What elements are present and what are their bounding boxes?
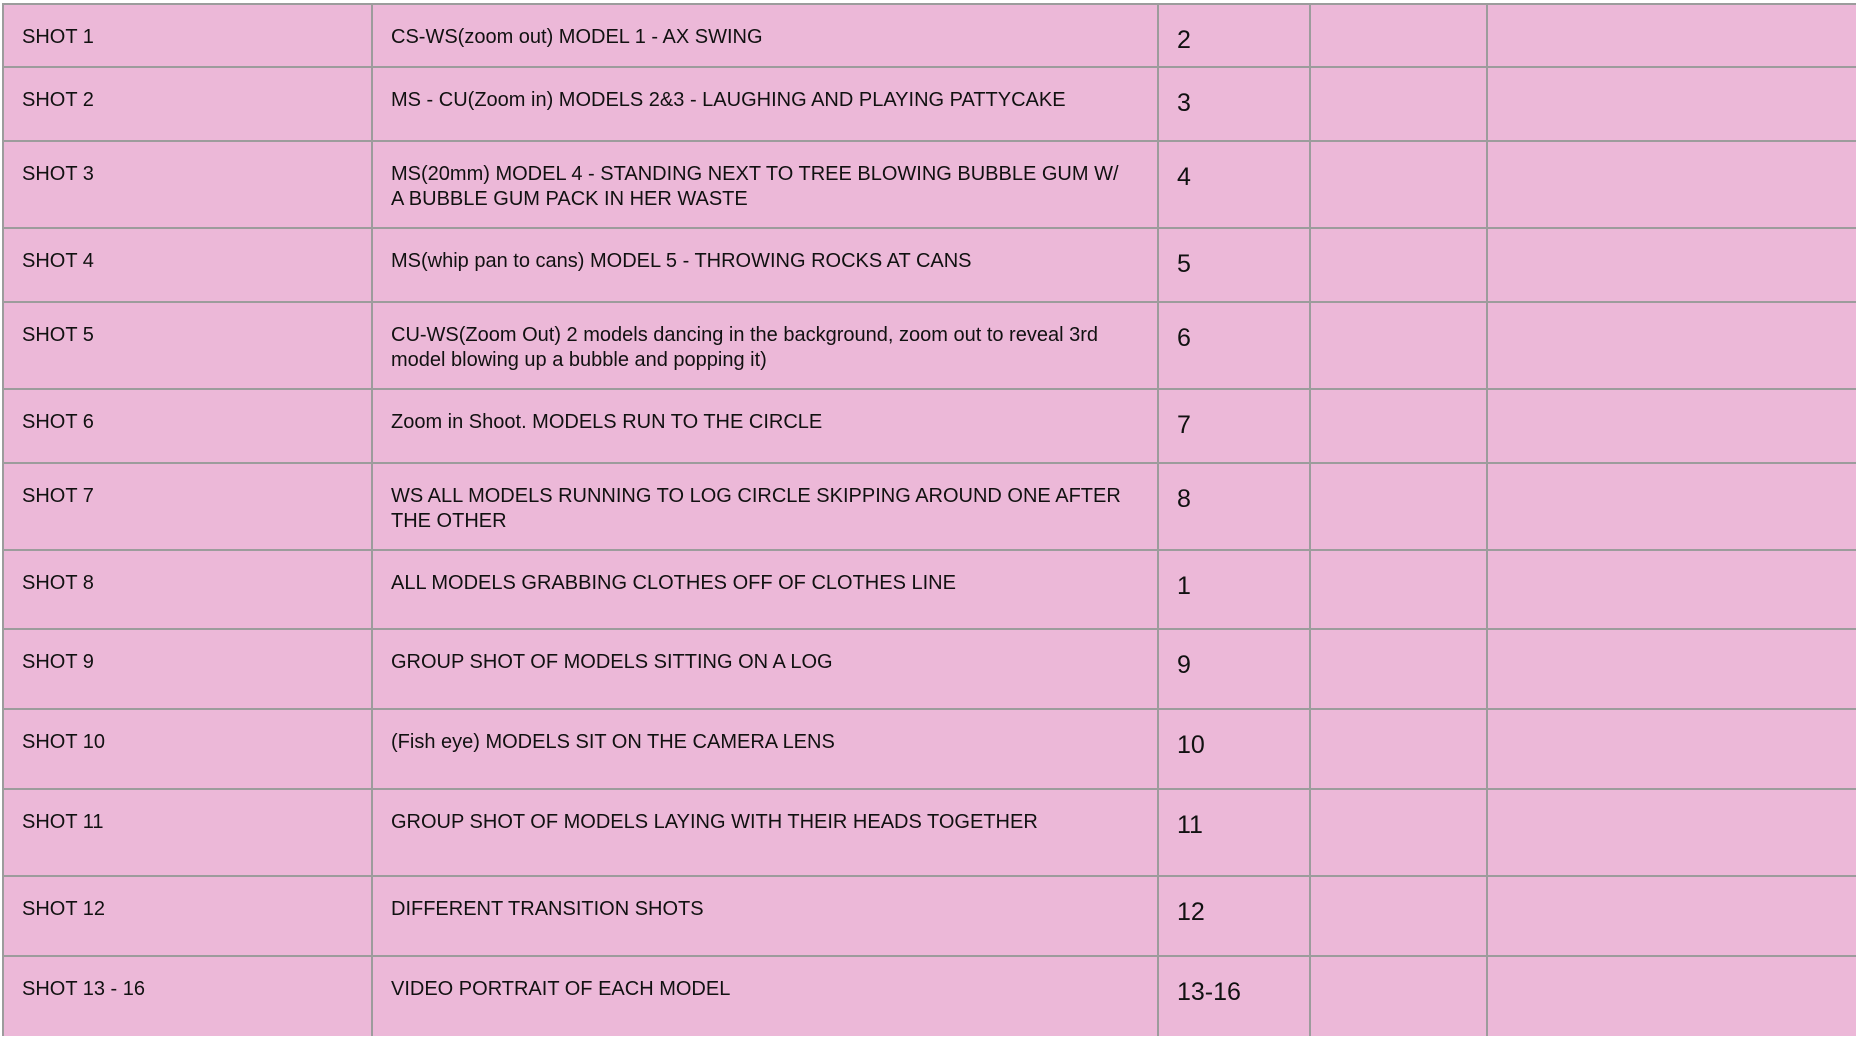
table-row <box>3 228 1856 302</box>
table-row <box>3 876 1856 956</box>
shot-number-cell[interactable]: SHOT 9 <box>3 629 372 709</box>
empty-cell[interactable] <box>1487 709 1856 789</box>
shot-order-cell[interactable]: 3 <box>1158 67 1310 141</box>
shot-number-cell[interactable]: SHOT 13 - 16 <box>3 956 372 1036</box>
empty-cell[interactable] <box>1310 550 1487 629</box>
shot-list-table <box>2 3 1856 1036</box>
shot-description-cell[interactable]: MS(whip pan to cans) MODEL 5 - THROWING ROCKS AT CANS <box>372 228 1158 302</box>
shot-description-cell[interactable]: MS - CU(Zoom in) MODELS 2&3 - LAUGHING AND PLAYING PATTYCAKE <box>372 67 1158 141</box>
shot-number-cell[interactable]: SHOT 7 <box>3 463 372 550</box>
empty-cell[interactable] <box>1310 789 1487 876</box>
table-row <box>3 67 1856 141</box>
shot-order-cell[interactable]: 12 <box>1158 876 1310 956</box>
shot-number-cell[interactable]: SHOT 5 <box>3 302 372 389</box>
shot-order-cell[interactable]: 2 <box>1158 4 1310 67</box>
empty-cell[interactable] <box>1310 629 1487 709</box>
shot-description-cell[interactable]: (Fish eye) MODELS SIT ON THE CAMERA LENS <box>372 709 1158 789</box>
shot-number-cell[interactable]: SHOT 10 <box>3 709 372 789</box>
shot-number-cell[interactable]: SHOT 12 <box>3 876 372 956</box>
table-row <box>3 463 1856 550</box>
shot-order-cell[interactable]: 6 <box>1158 302 1310 389</box>
empty-cell[interactable] <box>1487 876 1856 956</box>
shot-order-cell[interactable]: 4 <box>1158 141 1310 228</box>
shot-number-cell[interactable]: SHOT 6 <box>3 389 372 463</box>
empty-cell[interactable] <box>1487 302 1856 389</box>
shot-description-cell[interactable]: GROUP SHOT OF MODELS SITTING ON A LOG <box>372 629 1158 709</box>
shot-order-cell[interactable]: 8 <box>1158 463 1310 550</box>
empty-cell[interactable] <box>1487 629 1856 709</box>
empty-cell[interactable] <box>1487 789 1856 876</box>
shot-number-cell[interactable]: SHOT 11 <box>3 789 372 876</box>
shot-description-cell[interactable]: WS ALL MODELS RUNNING TO LOG CIRCLE SKIPPING AROUND ONE AFTER THE OTHER <box>372 463 1158 550</box>
shot-order-cell[interactable]: 11 <box>1158 789 1310 876</box>
table-row <box>3 956 1856 1036</box>
shot-order-cell[interactable]: 9 <box>1158 629 1310 709</box>
table-row <box>3 141 1856 228</box>
empty-cell[interactable] <box>1310 302 1487 389</box>
shot-order-cell[interactable]: 7 <box>1158 389 1310 463</box>
shot-number-cell[interactable]: SHOT 8 <box>3 550 372 629</box>
empty-cell[interactable] <box>1310 4 1487 67</box>
shot-order-cell[interactable]: 1 <box>1158 550 1310 629</box>
shot-order-cell[interactable]: 13-16 <box>1158 956 1310 1036</box>
shot-description-cell[interactable]: DIFFERENT TRANSITION SHOTS <box>372 876 1158 956</box>
shot-number-cell[interactable]: SHOT 2 <box>3 67 372 141</box>
empty-cell[interactable] <box>1310 956 1487 1036</box>
shot-number-cell[interactable]: SHOT 4 <box>3 228 372 302</box>
shot-description-cell[interactable]: CU-WS(Zoom Out) 2 models dancing in the background, zoom out to reveal 3rd model blowing up a bubble and popping it) <box>372 302 1158 389</box>
shot-description-cell[interactable]: GROUP SHOT OF MODELS LAYING WITH THEIR HEADS TOGETHER <box>372 789 1158 876</box>
empty-cell[interactable] <box>1310 141 1487 228</box>
empty-cell[interactable] <box>1310 876 1487 956</box>
shot-order-cell[interactable]: 10 <box>1158 709 1310 789</box>
empty-cell[interactable] <box>1310 709 1487 789</box>
shot-number-cell[interactable]: SHOT 3 <box>3 141 372 228</box>
empty-cell[interactable] <box>1487 4 1856 67</box>
empty-cell[interactable] <box>1310 67 1487 141</box>
shot-description-cell[interactable]: MS(20mm) MODEL 4 - STANDING NEXT TO TREE BLOWING BUBBLE GUM W/ A BUBBLE GUM PACK IN HER WASTE <box>372 141 1158 228</box>
shot-description-cell[interactable]: ALL MODELS GRABBING CLOTHES OFF OF CLOTHES LINE <box>372 550 1158 629</box>
table-row <box>3 302 1856 389</box>
shot-description-cell[interactable]: Zoom in Shoot. MODELS RUN TO THE CIRCLE <box>372 389 1158 463</box>
empty-cell[interactable] <box>1487 141 1856 228</box>
empty-cell[interactable] <box>1310 228 1487 302</box>
shot-number-cell[interactable]: SHOT 1 <box>3 4 372 67</box>
table-row <box>3 629 1856 709</box>
empty-cell[interactable] <box>1310 463 1487 550</box>
shot-description-cell[interactable]: VIDEO PORTRAIT OF EACH MODEL <box>372 956 1158 1036</box>
empty-cell[interactable] <box>1487 956 1856 1036</box>
table-row <box>3 709 1856 789</box>
empty-cell[interactable] <box>1487 550 1856 629</box>
shot-description-cell[interactable]: CS-WS(zoom out) MODEL 1 - AX SWING <box>372 4 1158 67</box>
table-row <box>3 4 1856 67</box>
table-row <box>3 789 1856 876</box>
empty-cell[interactable] <box>1487 389 1856 463</box>
table-row <box>3 389 1856 463</box>
table-row <box>3 550 1856 629</box>
empty-cell[interactable] <box>1487 463 1856 550</box>
shot-order-cell[interactable]: 5 <box>1158 228 1310 302</box>
empty-cell[interactable] <box>1487 228 1856 302</box>
empty-cell[interactable] <box>1487 67 1856 141</box>
empty-cell[interactable] <box>1310 389 1487 463</box>
